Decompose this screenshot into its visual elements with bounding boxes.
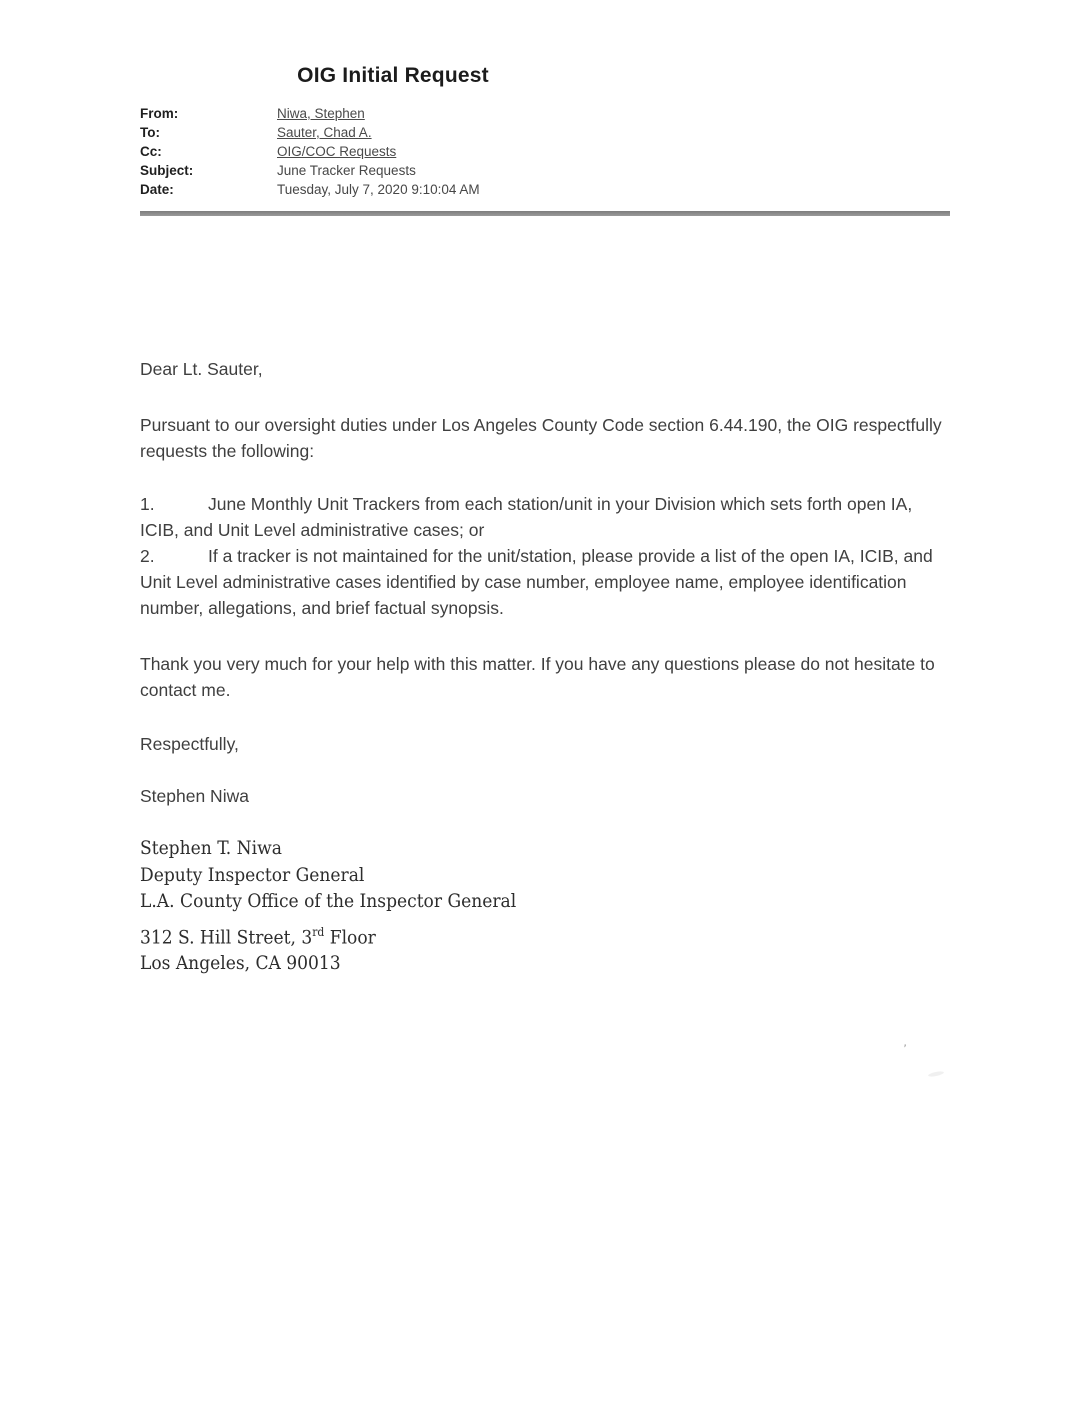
request-item-1 <box>140 491 952 543</box>
salutation: Dear Lt. Sauter, <box>140 359 263 379</box>
numbered-requests <box>140 491 952 621</box>
to-value: Sauter, Chad A. <box>277 125 372 140</box>
from-value: Niwa, Stephen <box>277 106 365 121</box>
paragraph-pursuant: Pursuant to our oversight duties under Los Angeles County Code section 6.44.190, the OIG respectfully requests the following: <box>140 415 942 461</box>
header-row-subject <box>140 161 952 180</box>
ordinal-superscript: rd <box>312 924 325 939</box>
header-divider-rule <box>140 211 950 216</box>
signature-organization: L.A. County Office of the Inspector General <box>140 890 517 912</box>
signature-block <box>140 835 952 977</box>
header-row-date <box>140 180 952 199</box>
signer-name: Stephen Niwa <box>140 786 249 806</box>
header-row-from <box>140 104 952 123</box>
cc-label: Cc: <box>140 144 162 159</box>
signature-job-title: Deputy Inspector General <box>140 863 365 886</box>
document-title: OIG Initial Request <box>297 64 489 87</box>
header-row-to <box>140 123 952 142</box>
cc-value: OIG/COC Requests <box>277 144 397 159</box>
email-header-block <box>140 104 952 199</box>
to-label: To: <box>140 125 160 140</box>
item-2-text: If a tracker is not maintained for the unit/station, please provide a list of the open IA, ICIB, and Unit Level administrative cases identified by case number, employee name, employee identification number, allegations, and brief factual synopsis. <box>140 546 933 618</box>
email-body <box>140 356 952 977</box>
date-label: Date: <box>140 182 174 197</box>
signature-name: Stephen T. Niwa <box>140 837 282 859</box>
date-value: Tuesday, July 7, 2020 9:10:04 AM <box>277 182 480 197</box>
closing: Respectfully, <box>140 734 239 754</box>
header-row-cc <box>140 142 952 161</box>
request-item-2 <box>140 543 952 621</box>
scan-artifact-mark: ’ <box>903 1042 906 1056</box>
paragraph-thanks: Thank you very much for your help with this matter. If you have any questions please do not hesitate to contact me. <box>140 654 935 700</box>
subject-label: Subject: <box>140 163 194 178</box>
scan-artifact-smudge <box>928 1070 944 1077</box>
item-2-number: 2. <box>140 546 155 566</box>
signature-city-line: Los Angeles, CA 90013 <box>140 952 341 975</box>
subject-value: June Tracker Requests <box>277 163 416 178</box>
item-1-number: 1. <box>140 494 155 514</box>
signature-street-address: 312 S. Hill Street, 3rd Floor <box>140 924 376 948</box>
document-content <box>140 0 952 977</box>
from-label: From: <box>140 106 179 121</box>
item-1-text: June Monthly Unit Trackers from each station/unit in your Division which sets forth open IA, ICIB, and Unit Level administrative cases; or <box>140 494 913 540</box>
